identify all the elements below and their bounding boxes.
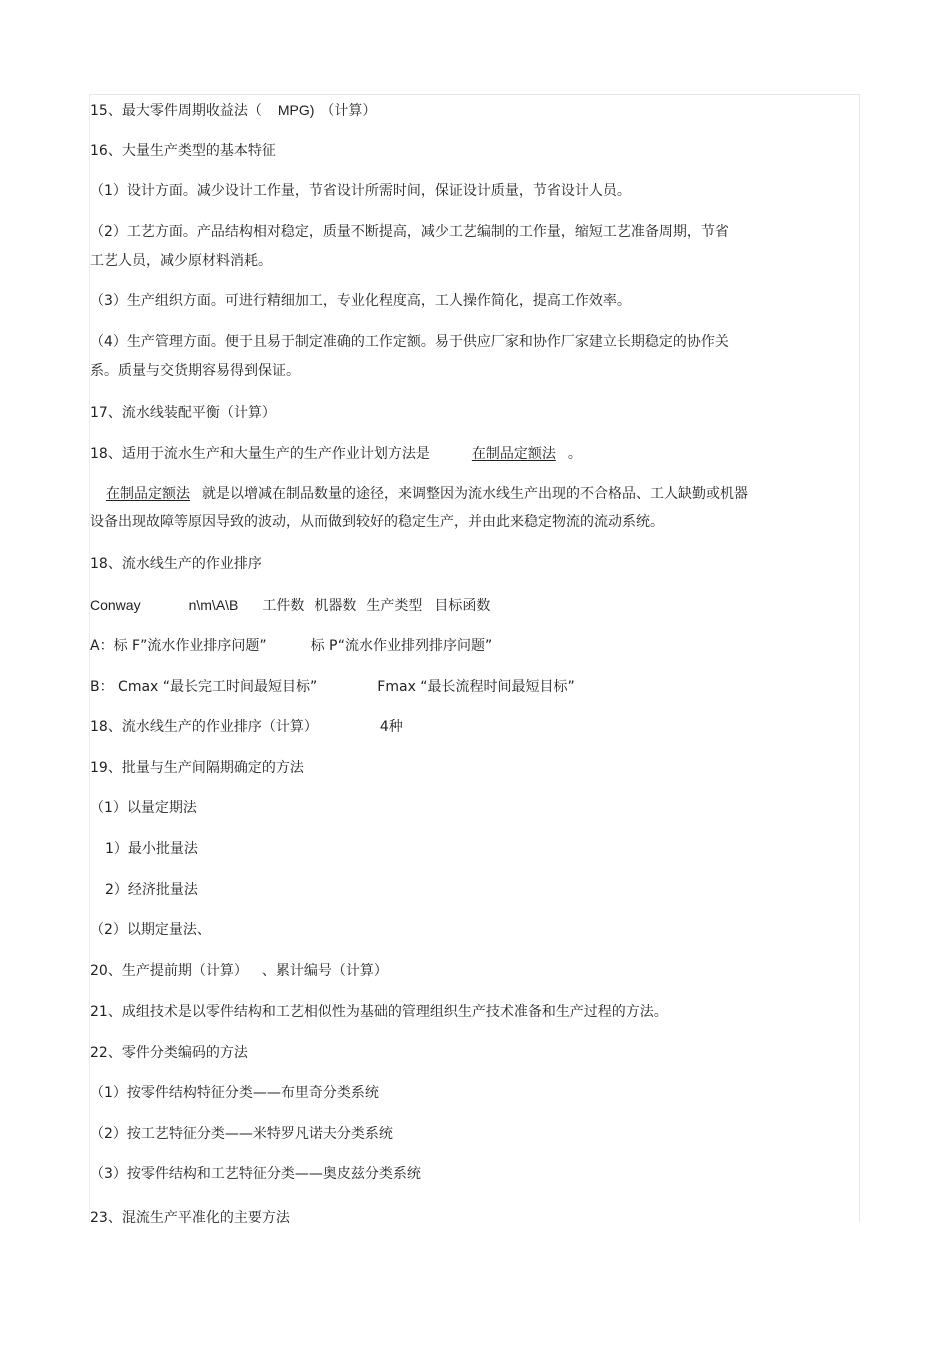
conway-name: Conway	[90, 597, 141, 613]
answer-end: 。	[567, 446, 582, 462]
definition-line2: 设备出现故障等原因导致的波动，从而做到较好的稳定生产，并由此来稳定物流的流动系统。	[90, 514, 664, 530]
mpg-code: MPG)	[277, 102, 315, 118]
field-machines: 机器数	[314, 598, 357, 614]
item-22-3: （3）按零件结构和工艺特征分类——奥皮兹分类系统	[90, 1166, 421, 1182]
heading-18-sequencing: 18、流水线生产的作业排序	[90, 556, 262, 572]
field-production-type: 生产类型	[366, 598, 423, 614]
heading-18-method-text: 18、适用于流水生产和大量生产的生产作业计划方法是	[90, 446, 430, 462]
item-16-4-line2: 系。质量与交货期容易得到保证。	[90, 363, 300, 379]
heading-22: 22、零件分类编码的方法	[90, 1045, 248, 1061]
item-19-1-1: 1）最小批量法	[105, 841, 198, 857]
definition-text: 就是以增减在制品数量的途径，来调整因为流水线生产出现的不合格品、工人缺勤或机器	[202, 486, 748, 502]
heading-18-count: 4种	[379, 719, 403, 735]
answer-wip-quota: 在制品定额法	[471, 446, 556, 462]
heading-15-text: 15、最大零件周期收益法（	[90, 103, 262, 119]
item-16-4-line1: （4）生产管理方面。便于且易于制定准确的工作定额。易于供应厂家和协作厂家建立长期稳定的协作关	[90, 334, 729, 350]
heading-18-sequencing-calc	[90, 719, 403, 735]
definition-term: 在制品定额法	[106, 486, 190, 502]
item-16-3: （3）生产组织方面。可进行精细加工，专业化程度高，工人操作简化，提高工作效率。	[90, 293, 631, 309]
heading-18-method	[90, 446, 582, 462]
item-19-2: （2）以期定量法、	[90, 922, 211, 938]
heading-16: 16、大量生产类型的基本特征	[90, 143, 276, 159]
item-16-2-line2: 工艺人员，减少原材料消耗。	[90, 253, 272, 269]
line-b-part1: B： Cmax “最长完工时间最短目标”	[90, 679, 318, 695]
field-jobs: 工件数	[262, 598, 305, 614]
line-b	[90, 679, 575, 695]
conway-notation-line	[90, 597, 490, 614]
line-a-part2: 标 P“流水作业排列排序问题”	[310, 638, 493, 654]
field-objective: 目标函数	[434, 598, 491, 614]
heading-21: 21、成组技术是以零件结构和工艺相似性为基础的管理组织生产技术准备和生产过程的方法。	[90, 1004, 668, 1020]
item-16-1: （1）设计方面。减少设计工作量，节省设计所需时间，保证设计质量，节省设计人员。	[90, 183, 631, 199]
item-22-2: （2）按工艺特征分类——米特罗凡诺夫分类系统	[90, 1126, 393, 1142]
line-b-part2: Fmax “最长流程时间最短目标”	[377, 679, 575, 695]
heading-23: 23、混流生产平准化的主要方法	[90, 1210, 290, 1226]
heading-15	[90, 102, 376, 119]
conway-notation: n\m\A\B	[188, 597, 239, 613]
item-22-1: （1）按零件结构特征分类——布里奇分类系统	[90, 1085, 379, 1101]
heading-20-part2: 、累计编号（计算）	[261, 963, 388, 979]
heading-17: 17、流水线装配平衡（计算）	[90, 405, 276, 421]
heading-19: 19、批量与生产间隔期确定的方法	[90, 760, 304, 776]
item-19-1-2: 2）经济批量法	[105, 882, 198, 898]
definition-line1	[106, 486, 748, 502]
heading-18-calc-text: 18、流水线生产的作业排序（计算）	[90, 719, 318, 735]
heading-15-tail: （计算）	[320, 103, 377, 119]
heading-20-part1: 20、生产提前期（计算）	[90, 963, 248, 979]
item-16-2-line1: （2）工艺方面。产品结构相对稳定，质量不断提高，减少工艺编制的工作量，缩短工艺准备周期，节省	[90, 224, 729, 240]
heading-20	[90, 963, 388, 979]
line-a	[90, 638, 492, 654]
line-a-part1: A：标 F”流水作业排序问题”	[90, 638, 267, 654]
item-19-1: （1）以量定期法	[90, 800, 197, 816]
